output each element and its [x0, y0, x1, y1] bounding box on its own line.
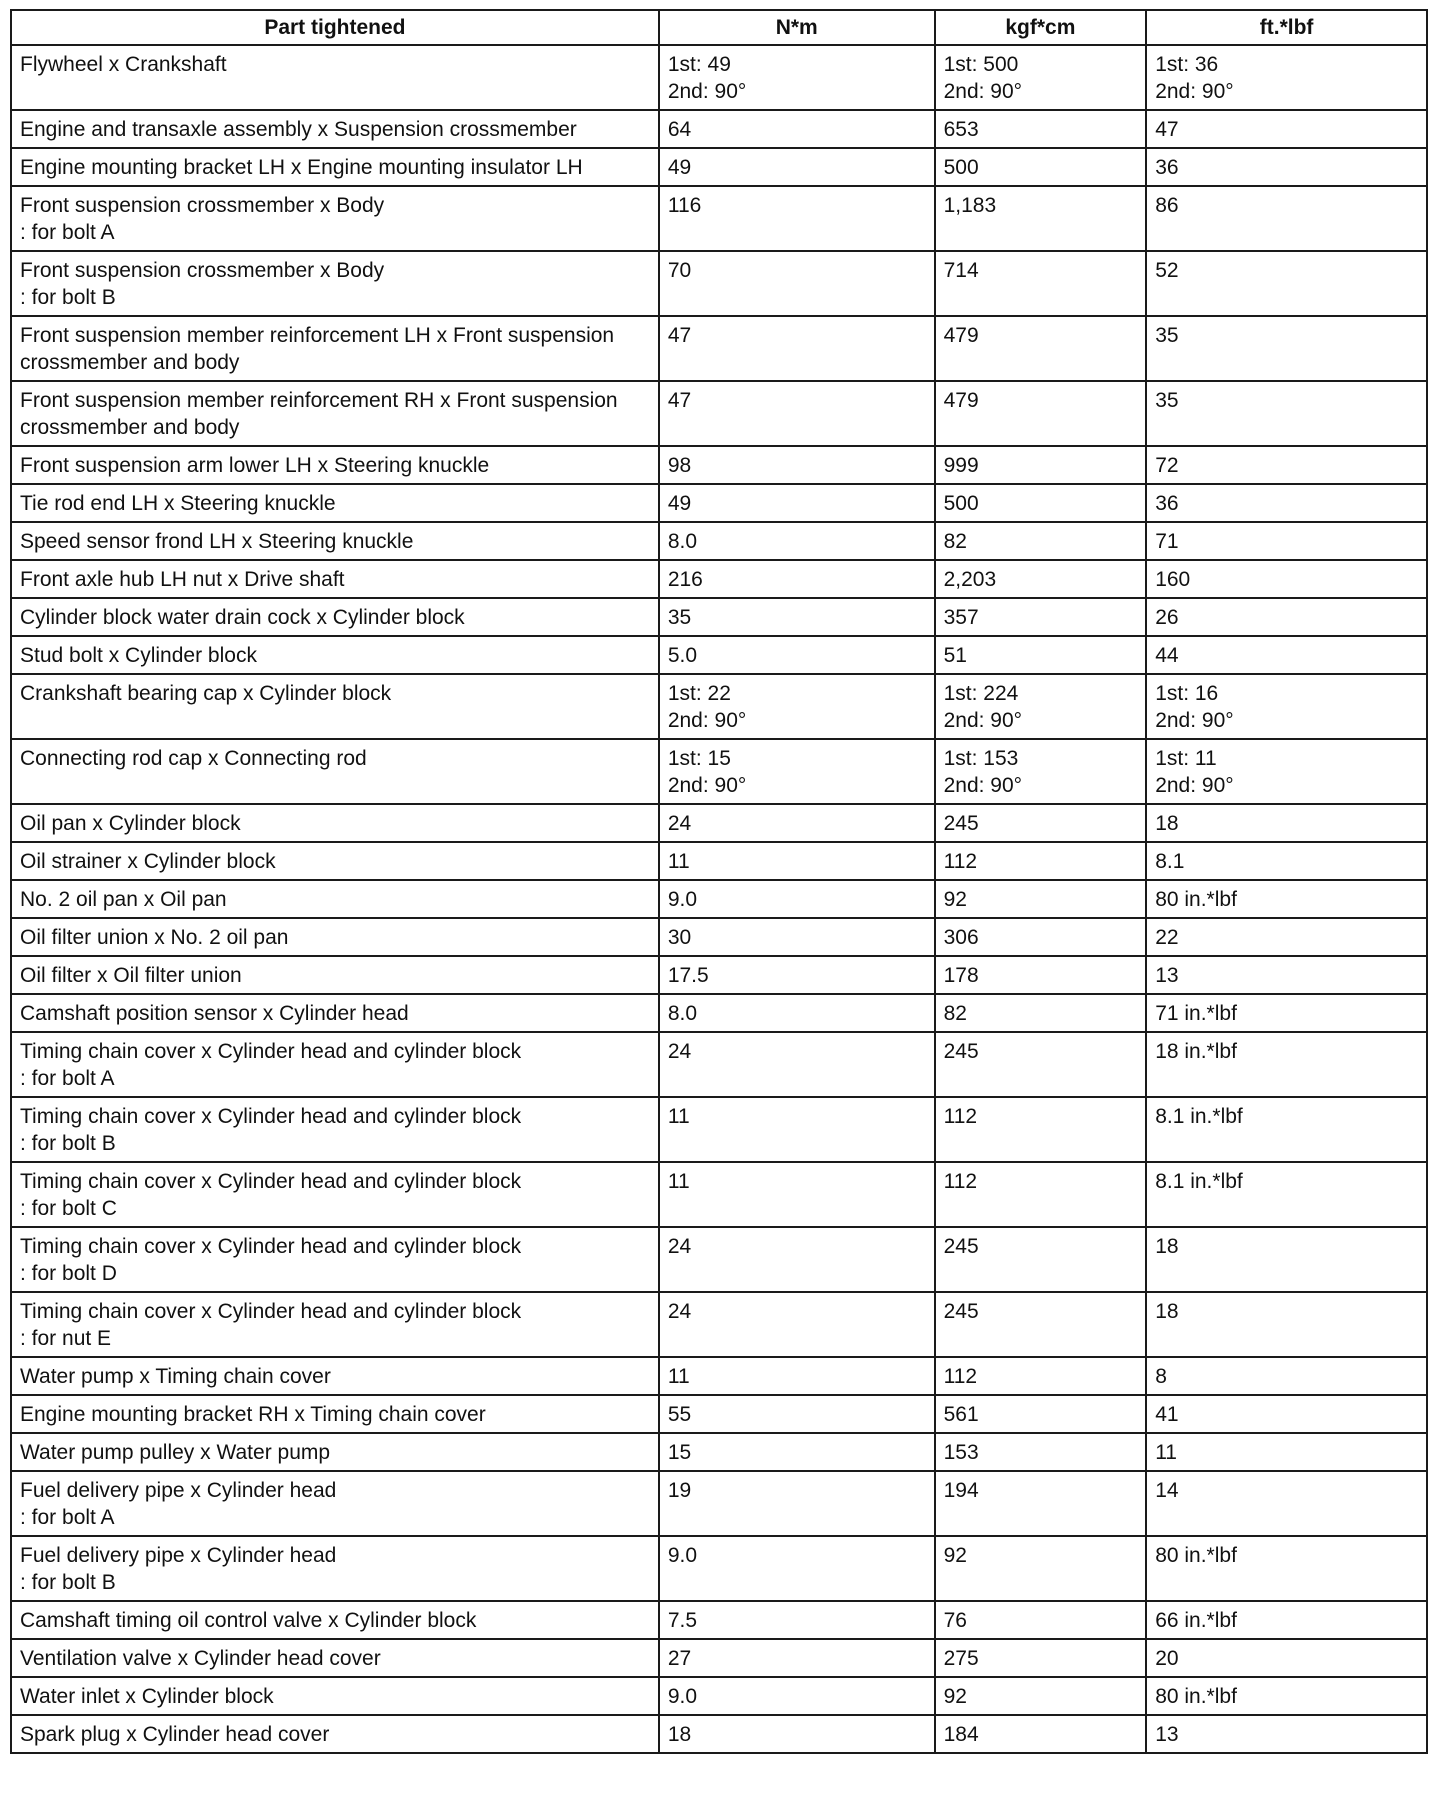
table-row: [11, 522, 1427, 560]
table-row: [11, 1715, 1427, 1753]
kgf-cm-cell: 357: [935, 598, 1147, 636]
newton-meter-cell: 7.5: [659, 1601, 935, 1639]
part-tightened-cell: Engine mounting bracket RH x Timing chain cover: [11, 1395, 659, 1433]
newton-meter-cell: 47: [659, 316, 935, 381]
table-row: [11, 1357, 1427, 1395]
table-row: [11, 1471, 1427, 1536]
ft-lbf-cell: 35: [1146, 381, 1427, 446]
ft-lbf-cell: 11: [1146, 1433, 1427, 1471]
kgf-cm-cell: 112: [935, 1162, 1147, 1227]
table-row: [11, 45, 1427, 110]
newton-meter-cell: 9.0: [659, 880, 935, 918]
part-tightened-cell: Oil filter x Oil filter union: [11, 956, 659, 994]
part-tightened-cell: Oil pan x Cylinder block: [11, 804, 659, 842]
part-tightened-cell: Tie rod end LH x Steering knuckle: [11, 484, 659, 522]
part-tightened-cell: No. 2 oil pan x Oil pan: [11, 880, 659, 918]
newton-meter-cell: 17.5: [659, 956, 935, 994]
ft-lbf-cell: 71: [1146, 522, 1427, 560]
table-row: [11, 956, 1427, 994]
ft-lbf-cell: 13: [1146, 1715, 1427, 1753]
kgf-cm-cell: 112: [935, 1097, 1147, 1162]
table-row: [11, 804, 1427, 842]
ft-lbf-cell: 8.1: [1146, 842, 1427, 880]
newton-meter-cell: 18: [659, 1715, 935, 1753]
newton-meter-cell: 35: [659, 598, 935, 636]
kgf-cm-cell: 194: [935, 1471, 1147, 1536]
part-tightened-cell: Front suspension arm lower LH x Steering knuckle: [11, 446, 659, 484]
ft-lbf-cell: 26: [1146, 598, 1427, 636]
kgf-cm-cell: 245: [935, 1227, 1147, 1292]
header-ft-lbf: ft.*lbf: [1146, 10, 1427, 45]
table-row: [11, 1639, 1427, 1677]
table-row: [11, 381, 1427, 446]
table-row: [11, 880, 1427, 918]
ft-lbf-cell: 35: [1146, 316, 1427, 381]
ft-lbf-cell: 80 in.*lbf: [1146, 1677, 1427, 1715]
newton-meter-cell: 55: [659, 1395, 935, 1433]
table-row: [11, 186, 1427, 251]
newton-meter-cell: 49: [659, 484, 935, 522]
part-tightened-cell: Engine and transaxle assembly x Suspension crossmember: [11, 110, 659, 148]
table-row: [11, 1032, 1427, 1097]
ft-lbf-cell: 1st: 16 2nd: 90°: [1146, 674, 1427, 739]
kgf-cm-cell: 92: [935, 1536, 1147, 1601]
newton-meter-cell: 5.0: [659, 636, 935, 674]
kgf-cm-cell: 479: [935, 381, 1147, 446]
ft-lbf-cell: 1st: 36 2nd: 90°: [1146, 45, 1427, 110]
table-body: [11, 45, 1427, 1753]
table-row: [11, 1677, 1427, 1715]
kgf-cm-cell: 1st: 153 2nd: 90°: [935, 739, 1147, 804]
part-tightened-cell: Front suspension crossmember x Body : for bolt A: [11, 186, 659, 251]
part-tightened-cell: Timing chain cover x Cylinder head and cylinder block : for bolt D: [11, 1227, 659, 1292]
kgf-cm-cell: 714: [935, 251, 1147, 316]
newton-meter-cell: 15: [659, 1433, 935, 1471]
table-row: [11, 560, 1427, 598]
newton-meter-cell: 11: [659, 1162, 935, 1227]
newton-meter-cell: 24: [659, 1032, 935, 1097]
ft-lbf-cell: 8.1 in.*lbf: [1146, 1162, 1427, 1227]
part-tightened-cell: Front axle hub LH nut x Drive shaft: [11, 560, 659, 598]
newton-meter-cell: 1st: 15 2nd: 90°: [659, 739, 935, 804]
newton-meter-cell: 11: [659, 842, 935, 880]
part-tightened-cell: Spark plug x Cylinder head cover: [11, 1715, 659, 1753]
kgf-cm-cell: 653: [935, 110, 1147, 148]
part-tightened-cell: Timing chain cover x Cylinder head and cylinder block : for nut E: [11, 1292, 659, 1357]
newton-meter-cell: 47: [659, 381, 935, 446]
part-tightened-cell: Water pump pulley x Water pump: [11, 1433, 659, 1471]
ft-lbf-cell: 47: [1146, 110, 1427, 148]
ft-lbf-cell: 22: [1146, 918, 1427, 956]
ft-lbf-cell: 72: [1146, 446, 1427, 484]
newton-meter-cell: 24: [659, 1292, 935, 1357]
table-row: [11, 739, 1427, 804]
ft-lbf-cell: 13: [1146, 956, 1427, 994]
table-row: [11, 1097, 1427, 1162]
kgf-cm-cell: 92: [935, 1677, 1147, 1715]
part-tightened-cell: Fuel delivery pipe x Cylinder head : for bolt B: [11, 1536, 659, 1601]
newton-meter-cell: 24: [659, 804, 935, 842]
table-row: [11, 316, 1427, 381]
part-tightened-cell: Timing chain cover x Cylinder head and cylinder block : for bolt A: [11, 1032, 659, 1097]
part-tightened-cell: Timing chain cover x Cylinder head and cylinder block : for bolt B: [11, 1097, 659, 1162]
ft-lbf-cell: 14: [1146, 1471, 1427, 1536]
ft-lbf-cell: 160: [1146, 560, 1427, 598]
table-row: [11, 251, 1427, 316]
table-header-row: [11, 10, 1427, 45]
newton-meter-cell: 98: [659, 446, 935, 484]
newton-meter-cell: 8.0: [659, 522, 935, 560]
kgf-cm-cell: 479: [935, 316, 1147, 381]
ft-lbf-cell: 80 in.*lbf: [1146, 1536, 1427, 1601]
table-row: [11, 110, 1427, 148]
newton-meter-cell: 30: [659, 918, 935, 956]
ft-lbf-cell: 18: [1146, 1292, 1427, 1357]
ft-lbf-cell: 36: [1146, 148, 1427, 186]
newton-meter-cell: 116: [659, 186, 935, 251]
part-tightened-cell: Flywheel x Crankshaft: [11, 45, 659, 110]
newton-meter-cell: 1st: 22 2nd: 90°: [659, 674, 935, 739]
newton-meter-cell: 1st: 49 2nd: 90°: [659, 45, 935, 110]
part-tightened-cell: Oil filter union x No. 2 oil pan: [11, 918, 659, 956]
kgf-cm-cell: 500: [935, 484, 1147, 522]
part-tightened-cell: Front suspension member reinforcement RH x Front suspension crossmember and body: [11, 381, 659, 446]
table-row: [11, 674, 1427, 739]
part-tightened-cell: Front suspension member reinforcement LH x Front suspension crossmember and body: [11, 316, 659, 381]
torque-spec-sheet: [10, 9, 1428, 1754]
kgf-cm-cell: 2,203: [935, 560, 1147, 598]
table-row: [11, 148, 1427, 186]
ft-lbf-cell: 20: [1146, 1639, 1427, 1677]
ft-lbf-cell: 52: [1146, 251, 1427, 316]
ft-lbf-cell: 80 in.*lbf: [1146, 880, 1427, 918]
header-kgf-cm: kgf*cm: [935, 10, 1147, 45]
ft-lbf-cell: 1st: 11 2nd: 90°: [1146, 739, 1427, 804]
ft-lbf-cell: 18 in.*lbf: [1146, 1032, 1427, 1097]
kgf-cm-cell: 82: [935, 994, 1147, 1032]
kgf-cm-cell: 500: [935, 148, 1147, 186]
newton-meter-cell: 216: [659, 560, 935, 598]
newton-meter-cell: 19: [659, 1471, 935, 1536]
newton-meter-cell: 11: [659, 1097, 935, 1162]
table-row: [11, 1395, 1427, 1433]
table-row: [11, 842, 1427, 880]
ft-lbf-cell: 18: [1146, 804, 1427, 842]
part-tightened-cell: Camshaft timing oil control valve x Cylinder block: [11, 1601, 659, 1639]
newton-meter-cell: 27: [659, 1639, 935, 1677]
kgf-cm-cell: 999: [935, 446, 1147, 484]
torque-spec-table: [10, 9, 1428, 1754]
kgf-cm-cell: 275: [935, 1639, 1147, 1677]
kgf-cm-cell: 184: [935, 1715, 1147, 1753]
newton-meter-cell: 11: [659, 1357, 935, 1395]
kgf-cm-cell: 245: [935, 1292, 1147, 1357]
table-row: [11, 1536, 1427, 1601]
kgf-cm-cell: 76: [935, 1601, 1147, 1639]
part-tightened-cell: Fuel delivery pipe x Cylinder head : for bolt A: [11, 1471, 659, 1536]
kgf-cm-cell: 51: [935, 636, 1147, 674]
part-tightened-cell: Front suspension crossmember x Body : for bolt B: [11, 251, 659, 316]
kgf-cm-cell: 561: [935, 1395, 1147, 1433]
table-row: [11, 1162, 1427, 1227]
ft-lbf-cell: 66 in.*lbf: [1146, 1601, 1427, 1639]
header-part-tightened: Part tightened: [11, 10, 659, 45]
kgf-cm-cell: 1st: 224 2nd: 90°: [935, 674, 1147, 739]
kgf-cm-cell: 153: [935, 1433, 1147, 1471]
table-row: [11, 1433, 1427, 1471]
ft-lbf-cell: 36: [1146, 484, 1427, 522]
part-tightened-cell: Ventilation valve x Cylinder head cover: [11, 1639, 659, 1677]
ft-lbf-cell: 41: [1146, 1395, 1427, 1433]
table-row: [11, 636, 1427, 674]
table-row: [11, 1227, 1427, 1292]
table-row: [11, 598, 1427, 636]
table-row: [11, 918, 1427, 956]
newton-meter-cell: 24: [659, 1227, 935, 1292]
table-row: [11, 994, 1427, 1032]
ft-lbf-cell: 86: [1146, 186, 1427, 251]
part-tightened-cell: Connecting rod cap x Connecting rod: [11, 739, 659, 804]
kgf-cm-cell: 245: [935, 804, 1147, 842]
kgf-cm-cell: 112: [935, 842, 1147, 880]
table-row: [11, 484, 1427, 522]
newton-meter-cell: 9.0: [659, 1677, 935, 1715]
newton-meter-cell: 64: [659, 110, 935, 148]
newton-meter-cell: 9.0: [659, 1536, 935, 1601]
table-row: [11, 446, 1427, 484]
table-row: [11, 1292, 1427, 1357]
ft-lbf-cell: 71 in.*lbf: [1146, 994, 1427, 1032]
part-tightened-cell: Oil strainer x Cylinder block: [11, 842, 659, 880]
kgf-cm-cell: 112: [935, 1357, 1147, 1395]
ft-lbf-cell: 44: [1146, 636, 1427, 674]
ft-lbf-cell: 18: [1146, 1227, 1427, 1292]
part-tightened-cell: Engine mounting bracket LH x Engine mounting insulator LH: [11, 148, 659, 186]
ft-lbf-cell: 8.1 in.*lbf: [1146, 1097, 1427, 1162]
kgf-cm-cell: 178: [935, 956, 1147, 994]
kgf-cm-cell: 1,183: [935, 186, 1147, 251]
part-tightened-cell: Timing chain cover x Cylinder head and cylinder block : for bolt C: [11, 1162, 659, 1227]
kgf-cm-cell: 306: [935, 918, 1147, 956]
newton-meter-cell: 8.0: [659, 994, 935, 1032]
part-tightened-cell: Stud bolt x Cylinder block: [11, 636, 659, 674]
newton-meter-cell: 70: [659, 251, 935, 316]
kgf-cm-cell: 82: [935, 522, 1147, 560]
kgf-cm-cell: 1st: 500 2nd: 90°: [935, 45, 1147, 110]
ft-lbf-cell: 8: [1146, 1357, 1427, 1395]
newton-meter-cell: 49: [659, 148, 935, 186]
kgf-cm-cell: 92: [935, 880, 1147, 918]
part-tightened-cell: Cylinder block water drain cock x Cylinder block: [11, 598, 659, 636]
header-newton-meter: N*m: [659, 10, 935, 45]
part-tightened-cell: Water inlet x Cylinder block: [11, 1677, 659, 1715]
part-tightened-cell: Speed sensor frond LH x Steering knuckle: [11, 522, 659, 560]
part-tightened-cell: Camshaft position sensor x Cylinder head: [11, 994, 659, 1032]
kgf-cm-cell: 245: [935, 1032, 1147, 1097]
part-tightened-cell: Water pump x Timing chain cover: [11, 1357, 659, 1395]
part-tightened-cell: Crankshaft bearing cap x Cylinder block: [11, 674, 659, 739]
table-row: [11, 1601, 1427, 1639]
